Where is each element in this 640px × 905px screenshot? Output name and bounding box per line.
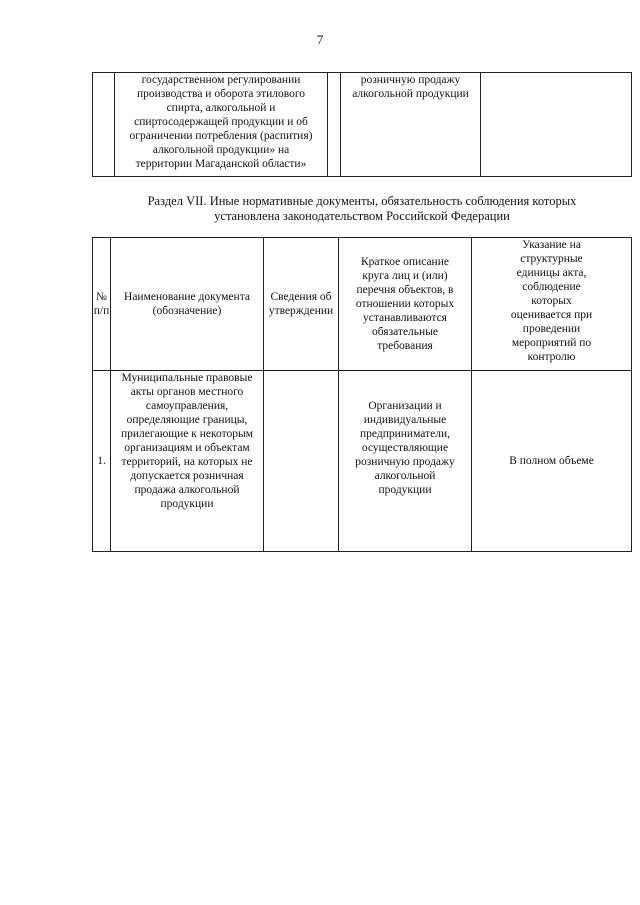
header-line: структурные <box>520 253 583 265</box>
cell-line: Муниципальные правовые <box>121 372 253 384</box>
cell-line: Организации и <box>368 400 442 412</box>
page-number: 7 <box>316 32 324 47</box>
cell-line: алкогольной продукции» на <box>152 144 290 156</box>
cell-line: индивидуальные <box>363 414 447 426</box>
cell-line: спирта, алкогольной и <box>166 102 276 114</box>
cell-line: осуществляющие <box>361 442 449 454</box>
cell-line: предприниматели, <box>360 428 450 440</box>
table-cell-approval <box>328 73 341 177</box>
section-heading <box>92 194 632 224</box>
cell-line: производства и оборота этилового <box>136 88 306 100</box>
cell-line: алкогольной <box>374 470 436 482</box>
header-line: устанавливаются <box>363 312 447 324</box>
header-line: которых <box>531 295 572 307</box>
continuation-table <box>92 72 632 177</box>
header-line: п/п <box>93 305 110 317</box>
header-line: единицы акта, <box>516 267 587 279</box>
row-approval <box>264 371 339 552</box>
header-line: мероприятий по <box>511 337 592 349</box>
cell-line: допускается розничная <box>130 470 244 482</box>
cell-line: прилегающие к некоторым <box>120 428 253 440</box>
table-row <box>93 73 632 177</box>
header-line: (обозначение) <box>152 305 222 317</box>
heading-line: Раздел VII. Иные нормативные документы, обязательность соблюдения которых <box>147 194 577 208</box>
row-indication: В полном объеме <box>472 371 632 552</box>
table-cell-description <box>341 73 481 177</box>
header-line: обязательные <box>371 326 439 338</box>
cell-line: розничную продажу <box>360 74 461 86</box>
header-line: круга лиц и (или) <box>362 270 448 282</box>
header-line: отношении которых <box>355 298 455 310</box>
header-indication <box>472 238 632 371</box>
cell-line: алкогольной продукции <box>352 88 469 100</box>
header-line: контролю <box>527 351 576 363</box>
cell-line: розничную продажу <box>355 456 455 468</box>
table-cell-name <box>115 73 328 177</box>
cell-line: продукции <box>160 498 214 510</box>
table-cell-num <box>93 73 115 177</box>
cell-line: продажа алкогольной <box>134 484 240 496</box>
cell-line: территории Магаданской области» <box>135 158 307 170</box>
cell-line: определяющие границы, <box>126 414 248 426</box>
row-description <box>339 371 472 552</box>
header-line: проведении <box>522 323 581 335</box>
header-line: соблюдение <box>522 281 581 293</box>
table-header-row <box>93 238 632 371</box>
cell-line: организациям и объектам <box>124 442 250 454</box>
header-line: перечня объектов, в <box>356 284 454 296</box>
header-line: № <box>96 291 107 303</box>
table-row <box>93 371 632 552</box>
header-line: Сведения об <box>270 291 332 303</box>
row-name <box>111 371 264 552</box>
cell-line: спиртосодержащей продукции и об <box>134 116 308 128</box>
cell-line: государственном регулировании <box>141 74 301 86</box>
cell-line: ограничении потребления (распития) <box>129 130 313 142</box>
row-num: 1. <box>93 371 111 552</box>
cell-line: акты органов местного <box>130 386 244 398</box>
header-num <box>93 238 111 371</box>
cell-line: продукции <box>378 484 432 496</box>
requirements-table <box>92 237 632 552</box>
header-approval <box>264 238 339 371</box>
header-line: Краткое описание <box>361 256 449 268</box>
heading-line: установлена законодательством Российской Федерации <box>214 209 510 223</box>
cell-line: территорий, на которых не <box>121 456 253 468</box>
table-cell-indication <box>481 73 632 177</box>
header-line: Указание на <box>522 239 581 251</box>
header-line: требования <box>377 340 433 352</box>
header-name <box>111 238 264 371</box>
header-line: оценивается при <box>510 309 593 321</box>
cell-line: самоуправления, <box>145 400 229 412</box>
header-line: утверждении <box>268 305 334 317</box>
header-line: Наименование документа <box>124 291 250 303</box>
header-description <box>339 238 472 371</box>
